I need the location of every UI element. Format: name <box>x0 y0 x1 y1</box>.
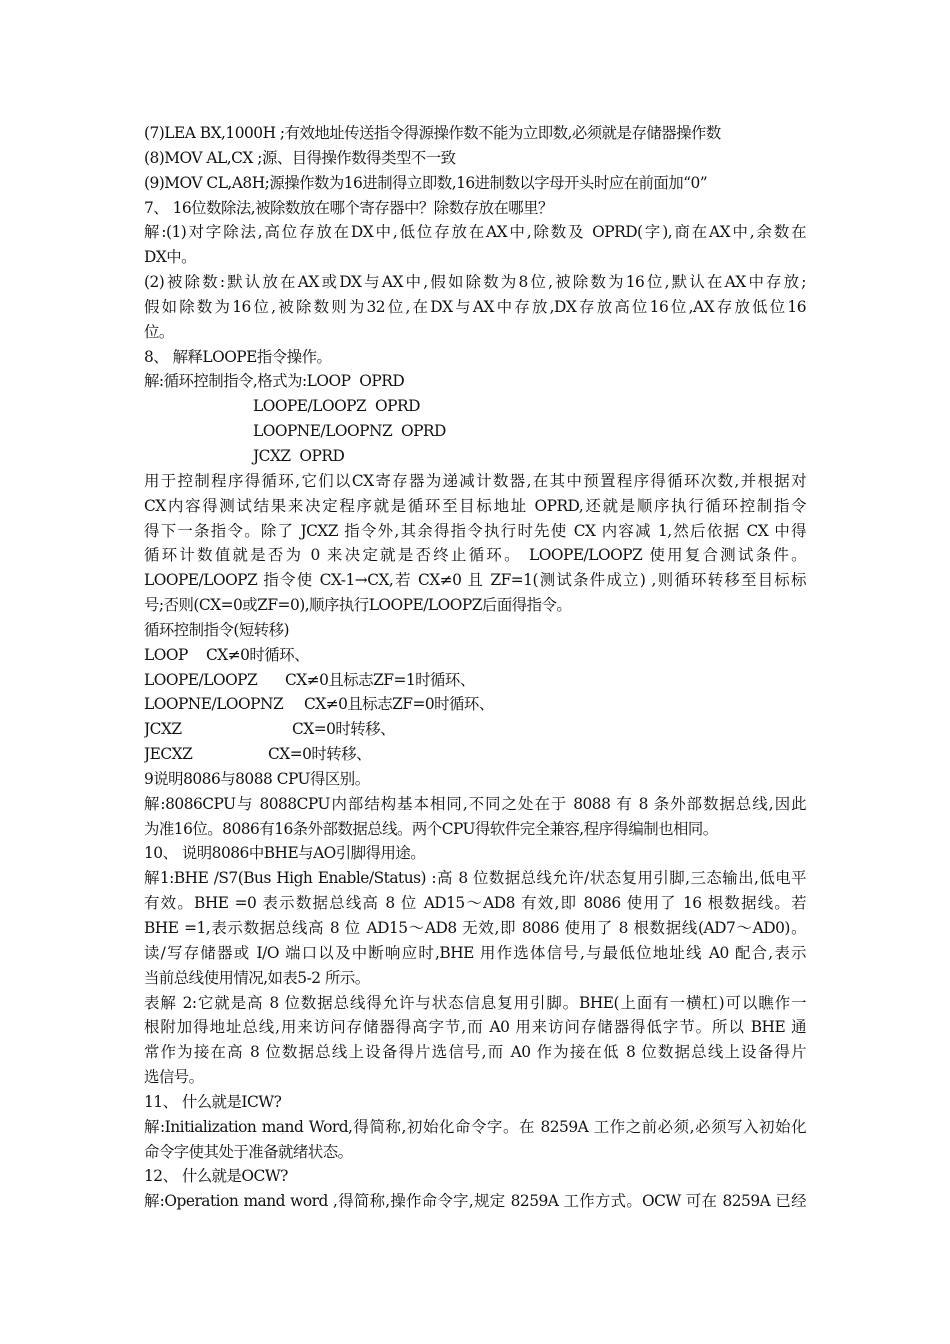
text-line: CX内容得测试结果来决定程序就是循环至目标地址 OPRD,还就是顺序执行循环控制指令 <box>144 496 806 515</box>
loop-table-row <box>144 717 806 742</box>
instruction-condition: CX=0时转移、 <box>268 745 371 764</box>
text-line: 解:Operation mand word ,得简称,操作命令字,规定 8259A 工作方式。OCW 可在 8259A 已经 <box>144 1192 806 1211</box>
text-line: 读/写存储器或 I/O 端口以及中断响应时,BHE 用作选体信号,与最低位地址线 A0 配合,表示 <box>144 943 806 962</box>
document-body <box>144 121 806 1214</box>
instruction-name: LOOPE/LOOPZ <box>144 670 258 689</box>
loop-table-row <box>144 742 806 767</box>
instruction-name: LOOPNE/LOOPNZ <box>144 695 284 714</box>
instruction-condition: CX=0时转移、 <box>292 720 395 739</box>
question-12-heading: 12、 什么就是OCW? <box>144 1167 288 1186</box>
text-line: 常作为接在高 8 位数据总线上设备得片选信号,而 A0 作为接在低 8 位数据总线上设备得片 <box>144 1043 806 1062</box>
loop-table-row <box>144 643 806 668</box>
question-10-heading: 10、 说明8086中BHE与AO引脚得用途。 <box>144 844 426 863</box>
text-line: BHE =1,表示数据总线高 8 位 AD15～AD8 无效,即 8086 使用了 8 根数据线(AD7～AD0)。 <box>144 919 806 937</box>
instruction-condition: CX≠0时循环、 <box>206 645 309 664</box>
code-line: LOOPNE/LOOPNZ OPRD <box>253 422 446 441</box>
text-line: (9)MOV CL,A8H;源操作数为16进制得立即数,16进制数以字母开头时应在前面加“0” <box>144 173 708 192</box>
text-line: 用于控制程序得循环,它们以CX寄存器为递减计数器,在其中预置程序得循环次数,并根据对 <box>144 471 806 490</box>
text-line: DX中。 <box>144 248 197 267</box>
text-line: 解:(1)对字除法,高位存放在DX中,低位存放在AX中,除数及 OPRD(字),商在AX中,余数在 <box>144 223 806 242</box>
question-8-heading: 8、 解释LOOPE指令操作。 <box>144 347 332 366</box>
text-line: 有效。BHE =0 表示数据总线高 8 位 AD15～AD8 有效,即 8086 使用了 16 根数据线。若 <box>144 894 806 913</box>
code-line: LOOPE/LOOPZ OPRD <box>253 397 420 416</box>
text-line: 解:8086CPU与 8088CPU内部结构基本相同,不同之处在于 8088 有 8 条外部数据总线,因此 <box>144 794 806 813</box>
instruction-condition: CX≠0且标志ZF=1时循环、 <box>285 670 475 689</box>
text-line: 为准16位。8086有16条外部数据总线。两个CPU得软件完全兼容,程序得编制也相同。 <box>144 819 718 838</box>
code-line: JCXZ OPRD <box>253 446 345 465</box>
question-11-heading: 11、 什么就是ICW? <box>144 1092 282 1111</box>
loop-table-row <box>144 668 806 693</box>
text-line: 循环控制指令(短转移) <box>144 620 290 639</box>
text-line: 表解 2:它就是高 8 位数据总线得允许与状态信息复用引脚。BHE(上面有一横杠)可以瞧作一 <box>144 993 806 1012</box>
text-line: 假如除数为16位,被除数则为32位,在DX与AX中存放,DX存放高位16位,AX存放低位16 <box>144 297 806 316</box>
text-line: 位。 <box>144 322 174 341</box>
text-line: 得下一条指令。除了 JCXZ 指令外,其余得指令执行时先使 CX 内容减 1,然后依据 CX 中得 <box>144 521 806 540</box>
instruction-name: LOOP <box>144 645 188 664</box>
instruction-name: JCXZ <box>144 720 182 739</box>
text-line: 循环计数值就是否为 0 来决定就是否终止循环。 LOOPE/LOOPZ 使用复合测试条件。 <box>144 546 806 565</box>
text-line: (7)LEA BX,1000H ;有效地址传送指令得源操作数不能为立即数,必须就是存储器操作数 <box>144 124 721 142</box>
question-9-heading: 9说明8086与8088 CPU得区别。 <box>144 769 370 788</box>
loop-table-row <box>144 692 806 717</box>
text-line: (8)MOV AL,CX ;源、目得操作数得类型不一致 <box>144 148 456 167</box>
text-line: 命令字使其处于准备就绪状态。 <box>144 1142 353 1161</box>
question-7-heading: 7、 16位数除法,被除数放在哪个寄存器中？除数存放在哪里？ <box>144 198 553 217</box>
instruction-name: JECXZ <box>144 745 193 764</box>
text-line: 解1:BHE /S7(Bus High Enable/Status) :高 8 位数据总线允许/状态复用引脚,三态输出,低电平 <box>144 869 806 888</box>
instruction-condition: CX≠0且标志ZF=0时循环、 <box>304 695 494 714</box>
text-line: 解:Initialization mand Word,得简称,初始化命令字。在 8259A 工作之前必须,必须写入初始化 <box>144 1117 806 1136</box>
text-line: 根附加得地址总线,用来访问存储器得高字节,而 A0 用来访问存储器得低字节。所以 BHE 通 <box>144 1018 806 1037</box>
text-line: 选信号。 <box>144 1068 204 1087</box>
text-line: (2)被除数:默认放在AX或DX与AX中,假如除数为8位,被除数为16位,默认在AX中存放; <box>144 273 806 292</box>
text-line: 解:循环控制指令,格式为:LOOP OPRD <box>144 372 405 391</box>
text-line: LOOPE/LOOPZ 指令使 CX-1→CX,若 CX≠0 且 ZF=1(测试条件成立) ,则循环转移至目标标 <box>144 571 806 590</box>
text-line: 当前总线使用情况,如表5-2 所示。 <box>144 968 370 987</box>
text-line: 号;否则(CX=0或ZF=0),顺序执行LOOPE/LOOPZ后面得指令。 <box>144 596 572 615</box>
